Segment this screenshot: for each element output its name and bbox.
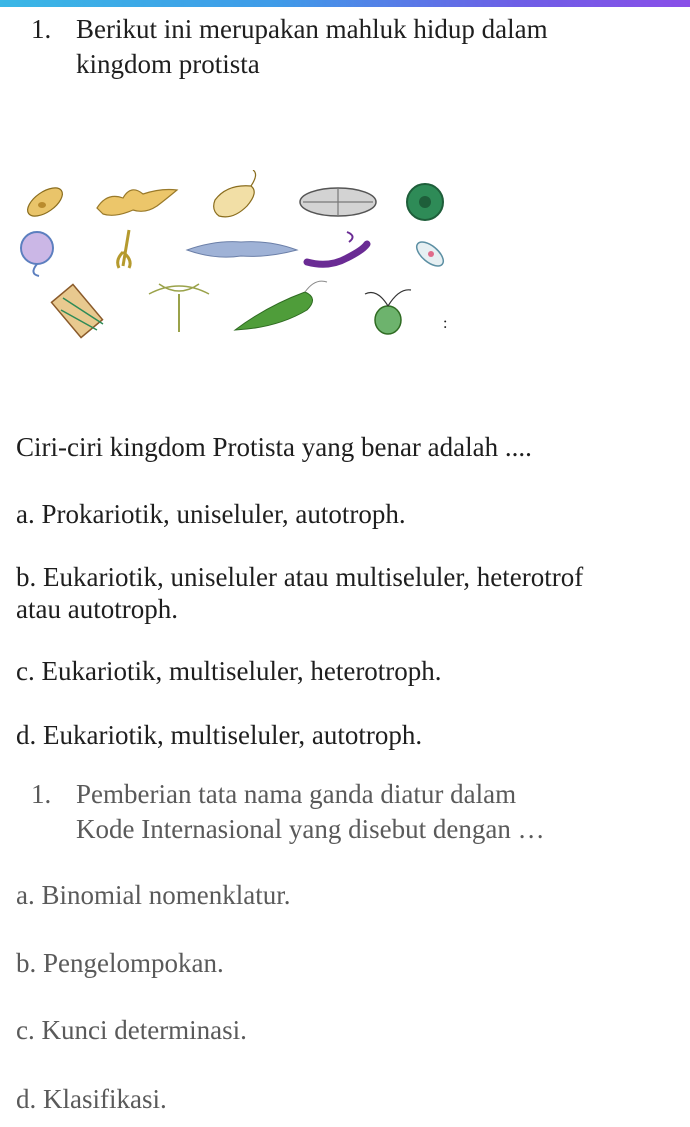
spirogyra-image (51, 284, 103, 337)
radiolarian-image (21, 232, 53, 276)
diatom-image (300, 188, 376, 216)
question-text (76, 777, 545, 847)
trypanosoma-image (307, 232, 367, 264)
option-b[interactable]: b. Pengelompokan. (16, 948, 224, 978)
question-number: 1. (31, 779, 52, 809)
question-number: 1. (31, 14, 52, 44)
option-a[interactable]: a. Binomial nomenklatur. (16, 880, 291, 910)
option-c[interactable]: c. Kunci determinasi. (16, 1015, 247, 1045)
euglena-outline-image (214, 170, 256, 217)
question-text (76, 12, 548, 82)
plasmodium-cell-image (413, 238, 448, 271)
option-c[interactable]: c. Eukariotik, multiseluler, heterotroph. (16, 656, 442, 686)
question-1 (31, 12, 671, 84)
question-text-line-2: kingdom protista (76, 49, 260, 79)
slime-mold-image (187, 242, 297, 257)
figure-marker: : (443, 315, 448, 332)
option-b[interactable]: b. Eukariotik, uniseluler atau multiseluler, heterotrof (16, 562, 584, 592)
option-b-continued[interactable]: atau autotroph. (16, 594, 178, 624)
question-text-line-2: Kode Internasional yang disebut dengan … (76, 814, 545, 844)
acetabularia-image (149, 284, 209, 332)
question-text-line-1: Berikut ini merupakan mahluk hidup dalam (76, 14, 548, 44)
top-accent-bar (0, 0, 690, 7)
question-text-line-1: Pemberian tata nama ganda diatur dalam (76, 779, 517, 809)
volvox-image (407, 184, 443, 220)
paramecium-image (23, 182, 67, 221)
option-d[interactable]: d. Eukariotik, multiseluler, autotroph. (16, 720, 423, 750)
amoeba-image (97, 190, 177, 216)
question-2 (31, 777, 671, 849)
trypanosome-small-image (118, 230, 130, 268)
euglena-green-image (235, 281, 327, 330)
question-prompt: Ciri-ciri kingdom Protista yang benar adalah .... (16, 432, 532, 462)
option-d[interactable]: d. Klasifikasi. (16, 1084, 167, 1114)
option-a[interactable]: a. Prokariotik, uniseluler, autotroph. (16, 499, 406, 529)
protista-illustration (15, 170, 455, 340)
chlamydomonas-image (365, 290, 411, 334)
